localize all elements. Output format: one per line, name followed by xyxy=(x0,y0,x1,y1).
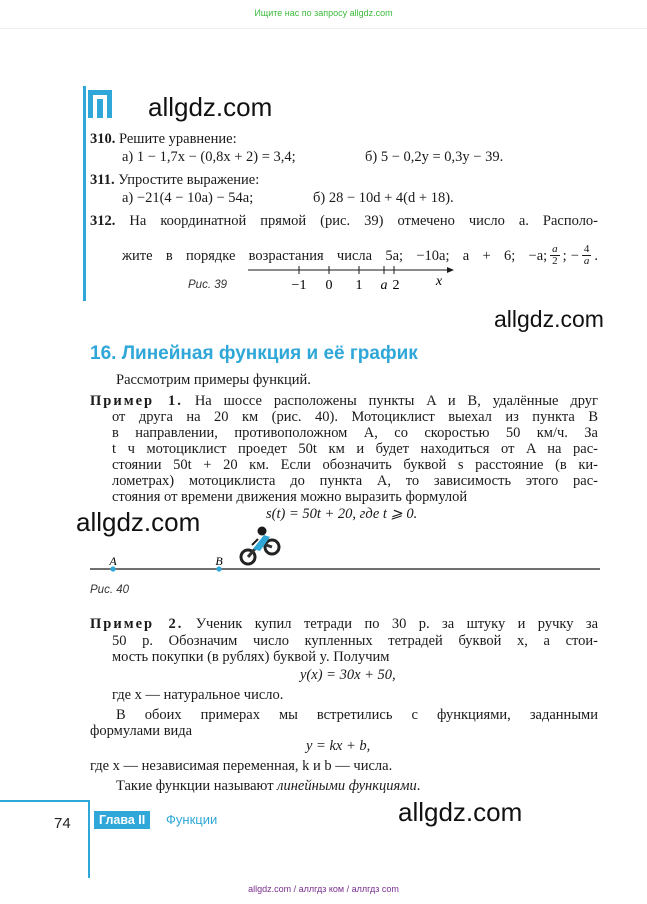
label-1: 1 xyxy=(355,278,363,293)
exercise-number: 312. xyxy=(90,213,116,229)
fraction-4-over-a: $\frac{4}{a}$ xyxy=(583,243,590,267)
example-1-formula: s(t) = 50t + 20, где t ⩾ 0. xyxy=(266,506,418,522)
example-1-line-2: от друга на 20 км (рис. 40). Мотоциклист выехал из пункта B xyxy=(112,409,598,425)
label-2: 2 xyxy=(392,278,400,293)
page-number: 74 xyxy=(54,815,71,832)
footer-divider xyxy=(0,800,90,802)
label-minus-1: −1 xyxy=(291,278,307,293)
exercise-text: На координатной прямой (рис. 39) отмечено число a. Располо- xyxy=(129,213,599,229)
example-1-line-1: Пример 1. На шоссе расположены пункты A и B, удалённые друг xyxy=(90,393,598,409)
top-banner[interactable]: Ищите нас по запросу allgdz.com xyxy=(254,8,393,18)
exercise-text: жите в порядке возрастания числа 5a; −10a; a + 6; −a; xyxy=(122,247,548,264)
point-b-label: B xyxy=(215,554,223,568)
exercise-number: 311. xyxy=(90,172,115,188)
watermark-2: allgdz.com xyxy=(494,306,604,332)
figure-39-caption: Рис. 39 xyxy=(188,279,227,291)
example-label: Пример 2. xyxy=(90,616,184,632)
bottom-banner[interactable]: allgdz.com / аллгдз ком / аллгдз com xyxy=(248,884,399,894)
fraction-a-over-2: a 2 xyxy=(552,243,558,267)
example-2-line-1: Пример 2. Ученик купил тетради по 30 р. за штуку и ручку за xyxy=(90,616,599,632)
example-label: Пример 1. xyxy=(90,393,183,409)
closing-sentence: Такие функции называют линейными функциями. xyxy=(116,778,421,794)
example-2-after: где x — натуральное число. xyxy=(112,687,284,703)
example-1-line-5: стоянии 50t + 20 км. Если обозначить буквой s расстояние (в ки- xyxy=(112,457,598,473)
example-1-line-4: t ч мотоциклист проедет 50t км и будет находиться от A на рас- xyxy=(112,441,598,457)
paragraph-both-line-1: В обоих примерах мы встретились с функциями, заданными xyxy=(116,707,598,723)
exercise-text: Решите уравнение: xyxy=(119,131,237,147)
exercise-311-b: б) 28 − 10d + 4(d + 18). xyxy=(313,190,454,206)
label-0: 0 xyxy=(325,278,333,293)
point-a-label: A xyxy=(109,554,117,568)
exercise-311 xyxy=(90,171,259,189)
axis-letter-x: x xyxy=(435,274,443,289)
watermark-4: allgdz.com xyxy=(398,797,523,827)
watermark-3: allgdz.com xyxy=(76,507,201,537)
exercise-number: 310. xyxy=(90,131,116,147)
chapter-badge: Глава II xyxy=(94,811,150,829)
chapter-name: Функции xyxy=(166,812,218,827)
top-divider xyxy=(0,28,647,29)
exercise-text: Упростите выражение: xyxy=(118,172,260,188)
general-formula: y = kx + b, xyxy=(306,738,371,754)
exercise-310-b: б) 5 − 0,2y = 0,3y − 39. xyxy=(365,149,504,165)
exercise-310 xyxy=(90,130,237,148)
label-a: a xyxy=(380,278,388,293)
example-1-line-7: стояния от времени движения можно выразить формулой xyxy=(112,489,468,505)
linear-functions-term: линейными функциями xyxy=(277,778,417,794)
axis-arrow xyxy=(447,267,454,273)
example-1-line-3: в направлении, противоположном A, со скоростью 50 км/ч. За xyxy=(112,425,598,441)
example-2-line-2: 50 р. Обозначим число купленных тетрадей буквой x, а стои- xyxy=(112,633,598,649)
exercise-310-a: а) 1 − 1,7x − (0,8x + 2) = 3,4; xyxy=(122,149,296,165)
watermark-1: allgdz.com xyxy=(148,92,273,122)
paragraph-both-after: где x — независимая переменная, k и b — числа. xyxy=(90,758,393,774)
figure-40-road xyxy=(90,525,602,580)
motorcyclist-icon xyxy=(241,527,279,565)
paragraph-both-line-2: формулами вида xyxy=(90,723,193,739)
section-title: 16. Линейная функция и её график xyxy=(90,343,418,364)
exercise-311-a: а) −21(4 − 10a) − 54a; xyxy=(122,190,254,206)
example-2-line-3: мость покупки (в рублях) буквой y. Получим xyxy=(112,649,390,665)
exercises-p-icon xyxy=(88,90,112,118)
footer-vertical-bar xyxy=(88,800,90,878)
example-1-line-6: лометрах) мотоциклиста до пункта A, то зависимость этого рас- xyxy=(112,473,598,489)
exercise-side-bar xyxy=(83,86,86,301)
intro-text: Рассмотрим примеры функций. xyxy=(116,372,311,388)
number-line-figure-39 xyxy=(240,258,460,296)
exercise-312-line2: жите в порядке возрастания числа 5a; −10a; a + 6; −a; a 2 ; − $\frac{4}{a}$ . xyxy=(122,243,598,267)
example-2-formula: y(x) = 30x + 50, xyxy=(300,667,396,683)
figure-40-caption: Рис. 40 xyxy=(90,584,129,596)
exercise-312-line1 xyxy=(90,212,598,230)
